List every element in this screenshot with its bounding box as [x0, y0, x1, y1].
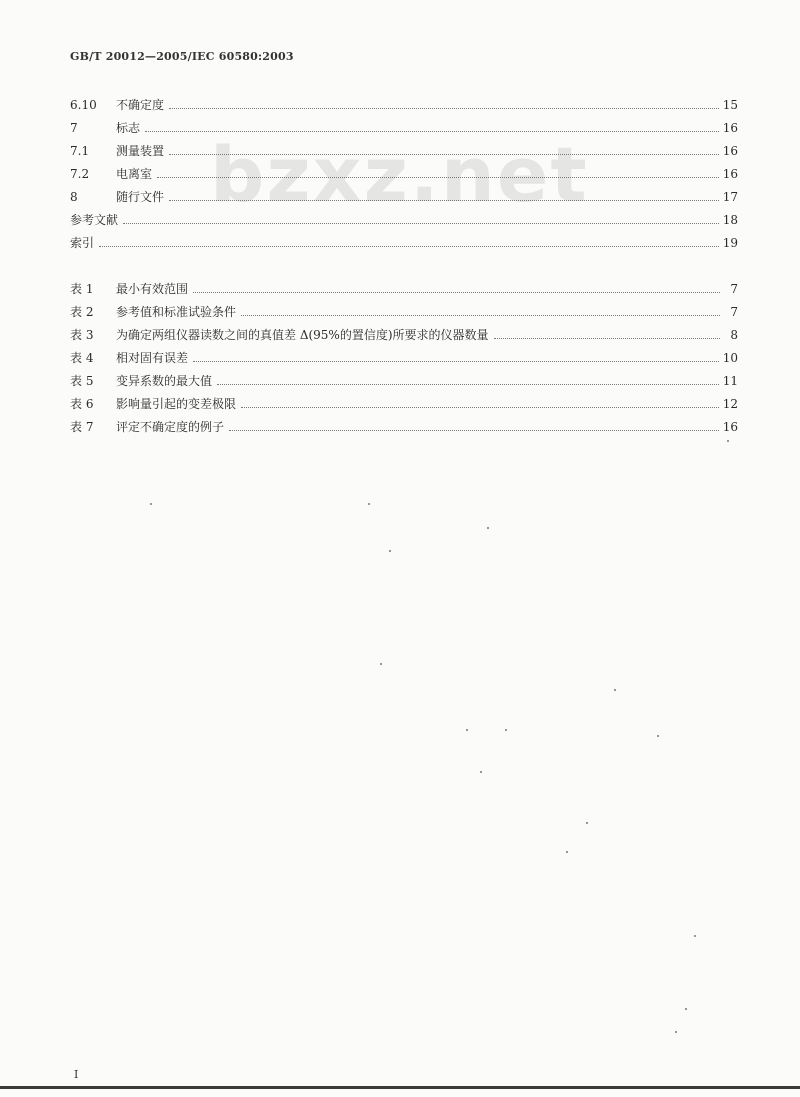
toc-entry-page: 15: [722, 98, 738, 112]
table-page: 7: [730, 282, 738, 296]
dot-leader: [169, 108, 719, 109]
toc-entry-number: 7.2: [70, 167, 90, 181]
toc-entry-page: 16: [722, 167, 738, 181]
toc-entry[interactable]: [70, 135, 738, 158]
table-title: 最小有效范围: [116, 282, 189, 296]
table-list-entry[interactable]: [70, 342, 738, 365]
dot-leader: [193, 292, 720, 293]
scan-speck: [685, 1008, 687, 1010]
toc-entry-number: 7.1: [70, 144, 90, 158]
toc-entry-page: 19: [722, 236, 738, 250]
table-number: 表 5: [70, 374, 94, 388]
toc-entry[interactable]: [70, 181, 738, 204]
scan-speck: [368, 503, 370, 505]
table-page: 16: [722, 420, 738, 434]
table-list-entry[interactable]: [70, 273, 738, 296]
toc-entry-number: 7: [70, 121, 78, 135]
toc-entry-title: 参考文献: [70, 213, 119, 227]
dot-leader: [169, 154, 719, 155]
document-header: GB/T 20012—2005/IEC 60580:2003: [70, 50, 294, 63]
toc-entry[interactable]: [70, 204, 738, 227]
table-page: 8: [730, 328, 738, 342]
table-number: 表 3: [70, 328, 94, 342]
toc-entry-page: 16: [722, 144, 738, 158]
dot-leader: [169, 200, 719, 201]
toc-entry-title: 不确定度: [116, 98, 165, 112]
scan-speck: [389, 550, 391, 552]
table-number: 表 1: [70, 282, 94, 296]
scan-speck: [487, 527, 489, 529]
scan-speck: [657, 735, 659, 737]
dot-leader: [123, 223, 719, 224]
scan-speck: [150, 503, 152, 505]
table-title: 评定不确定度的例子: [116, 420, 225, 434]
toc-entry-title: 标志: [116, 121, 141, 135]
toc-entry[interactable]: [70, 227, 738, 250]
toc-entry-number: 8: [70, 190, 78, 204]
dot-leader: [494, 338, 720, 339]
dot-leader: [241, 407, 719, 408]
scan-speck: [380, 663, 382, 665]
table-page: 7: [730, 305, 738, 319]
toc-entry[interactable]: [70, 89, 738, 112]
table-page: 12: [722, 397, 738, 411]
table-page: 11: [722, 374, 738, 388]
dot-leader: [99, 246, 719, 247]
toc-entry-title: 电离室: [116, 167, 153, 181]
dot-leader: [145, 131, 719, 132]
table-title: 影响量引起的变差极限: [116, 397, 237, 411]
table-title: 为确定两组仪器读数之间的真值差 Δ(95%的置信度)所要求的仪器数量: [116, 328, 489, 342]
toc-entry-page: 17: [722, 190, 738, 204]
table-list-entry[interactable]: [70, 365, 738, 388]
dot-leader: [217, 384, 719, 385]
scan-speck: [480, 771, 482, 773]
scan-speck: [505, 729, 507, 731]
scan-speck: [566, 851, 568, 853]
watermark: bzxz.net: [210, 130, 589, 219]
page-number: I: [74, 1068, 79, 1081]
table-number: 表 2: [70, 305, 94, 319]
dot-leader: [241, 315, 720, 316]
toc-entry-title: 索引: [70, 236, 95, 250]
section-gap: [70, 250, 738, 273]
toc-entry-title: 随行文件: [116, 190, 165, 204]
scan-speck: [466, 729, 468, 731]
table-title: 参考值和标准试验条件: [116, 305, 237, 319]
scan-speck: [614, 689, 616, 691]
table-number: 表 6: [70, 397, 94, 411]
toc-entry-number: 6.10: [70, 98, 97, 112]
table-list-entry[interactable]: [70, 388, 738, 411]
scan-speck: [727, 440, 729, 442]
table-page: 10: [722, 351, 738, 365]
scan-speck: [694, 935, 696, 937]
table-title: 变异系数的最大值: [116, 374, 213, 388]
scan-speck: [586, 822, 588, 824]
table-number: 表 7: [70, 420, 94, 434]
toc-entry[interactable]: [70, 158, 738, 181]
toc-entry-page: 16: [722, 121, 738, 135]
table-title: 相对固有误差: [116, 351, 189, 365]
table-number: 表 4: [70, 351, 94, 365]
toc-entry-page: 18: [722, 213, 738, 227]
dot-leader: [157, 177, 719, 178]
scan-speck: [675, 1031, 677, 1033]
table-of-contents: [70, 89, 738, 434]
dot-leader: [193, 361, 719, 362]
table-list-entry[interactable]: [70, 296, 738, 319]
toc-entry[interactable]: [70, 112, 738, 135]
bottom-rule: [0, 1086, 800, 1089]
dot-leader: [229, 430, 719, 431]
table-list-entry[interactable]: [70, 319, 738, 342]
toc-entry-title: 测量装置: [116, 144, 165, 158]
table-list-entry[interactable]: [70, 411, 738, 434]
